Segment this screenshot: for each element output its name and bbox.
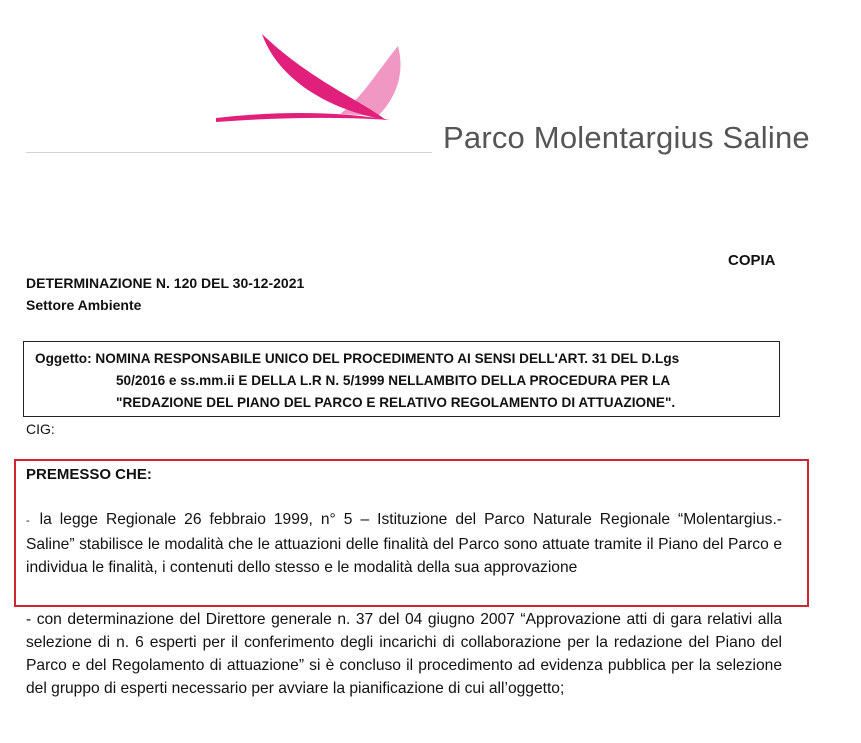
sector-name: Settore Ambiente bbox=[26, 297, 142, 313]
copy-label: COPIA bbox=[728, 252, 776, 269]
subject-box bbox=[23, 341, 780, 417]
header-divider bbox=[26, 152, 432, 153]
determination-number: DETERMINAZIONE N. 120 DEL 30-12-2021 bbox=[26, 275, 305, 291]
subject-line-1 bbox=[35, 351, 679, 366]
paragraph-1-text: la legge Regionale 26 febbraio 1999, n° 5 – Istituzione del Parco Naturale Regionale “Molentargius.- Saline” stabilisce le modalità che le attuazioni delle finalità del Parco sono attuate tramite il Piano del Parco e individua le finalità, i contenuti dello stesso e le modalità della sua approvazione bbox=[26, 511, 782, 576]
subject-line-3: "REDAZIONE DEL PIANO DEL PARCO E RELATIVO REGOLAMENTO DI ATTUAZIONE". bbox=[116, 395, 676, 410]
paragraph-1-dash: - bbox=[26, 515, 30, 527]
cig-label: CIG: bbox=[26, 421, 55, 437]
subject-label: Oggetto: bbox=[35, 351, 92, 366]
subject-line-2: 50/2016 e ss.mm.ii E DELLA L.R N. 5/1999 NELLAMBITO DELLA PROCEDURA PER LA bbox=[116, 373, 671, 388]
paragraph-1 bbox=[26, 508, 782, 579]
subject-text-1: NOMINA RESPONSABILE UNICO DEL PROCEDIMENTO AI SENSI DELL'ART. 31 DEL D.Lgs bbox=[95, 351, 680, 366]
park-logo-icon bbox=[210, 28, 500, 128]
park-name: Parco Molentargius Saline bbox=[443, 120, 810, 155]
premesso-heading: PREMESSO CHE: bbox=[26, 466, 152, 483]
paragraph-2: - con determinazione del Direttore generale n. 37 del 04 giugno 2007 “Approvazione atti di gara relativi alla selezione di n. 6 esperti per il conferimento degli incarichi di collaborazione per la redazione del Piano del Parco e del Regolamento di attuazione” si è concluso il procedimento ad evidenza pubblica per la selezione del gruppo di esperti necessario per avviare la pianificazione di cui all’oggetto; bbox=[26, 611, 782, 697]
